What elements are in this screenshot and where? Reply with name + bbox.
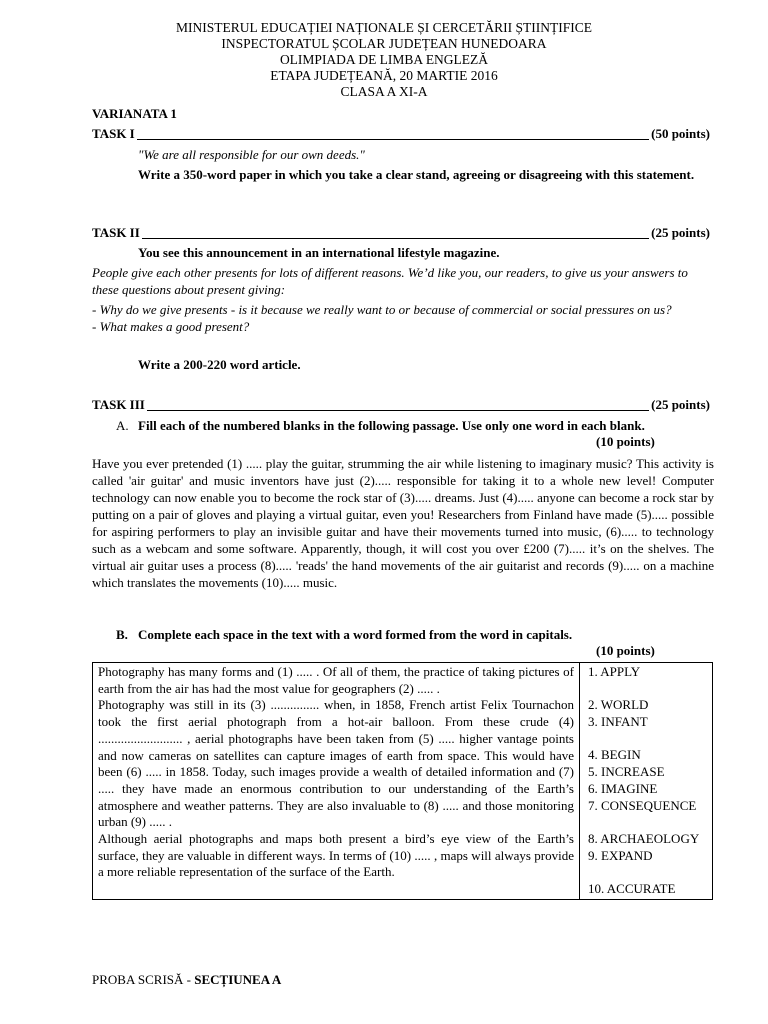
capital-word-spacer (588, 681, 707, 698)
capital-word-accurate: 10. ACCURATE (588, 880, 676, 896)
header-line-ministry: MINISTERUL EDUCAȚIEI NAȚIONALE ȘI CERCETĂRII ȘTIINȚIFICE (175, 20, 593, 35)
task1-quote: "We are all responsible for our own deeds." (138, 147, 365, 162)
capital-words-list (588, 664, 707, 898)
task3-heading (92, 397, 710, 413)
task3-partA-passage: Have you ever pretended (1) ..... play the guitar, strumming the air while listening to imaginary music? This activity is called 'air guitar' and music inventors have just (2)..... responsible for taking it to a whole new level! Computer technology can now enable you to become the rock star of (3)..... dreams. Just (4)..... anyone can become a rock star by putting on a pair of gloves and playing a virtual guitar, even you! Researchers from Finland have made (5)..... possible for aspiring performers to play an invisible guitar and have their movements turned into music, (6)..... to technology such as a webcam and some software. Apparently, though, it will cost you over £200 (7)..... it’s on the shelves. The virtual air guitar uses a process (8)..... 'reads' the hand movements of the air guitarist and records (9)..... on a machine which translates the movements (10)..... music. (92, 456, 714, 590)
header-line-grade: CLASA A XI-A (340, 84, 428, 99)
capital-word-archaeology: 8. ARCHAEOLOGY (588, 830, 700, 846)
task3-partB-points: (10 points) (596, 643, 655, 658)
capital-word-increase: 5. INCREASE (588, 764, 665, 780)
footer-section: SECȚIUNEA A (194, 972, 282, 987)
task2-label: TASK II (92, 225, 140, 240)
text-paragraph-1: Photography has many forms and (1) ..... . Of all of them, the practice of taking pictures of earth from the air has had the most value for geographers (2) ..... . (98, 664, 574, 696)
task3-partA-letter: A. (116, 418, 129, 433)
word-formation-words (580, 663, 713, 900)
word-formation-text (93, 663, 580, 900)
task2-question-list (92, 301, 714, 335)
header-line-stage-date: ETAPA JUDEȚEANĂ, 20 MARTIE 2016 (270, 68, 498, 83)
task3-points: (25 points) (651, 397, 710, 412)
task2-instruction: Write a 200-220 word article. (138, 357, 301, 372)
page-footer (92, 972, 281, 988)
capital-word-imagine: 6. IMAGINE (588, 780, 658, 796)
task2-question-why: - Why do we give presents - is it because we really want to or because of commercial or social pressures on us? (92, 302, 672, 317)
task3-partA-instruction: Fill each of the numbered blanks in the following passage. Use only one word in each blank. (138, 418, 645, 433)
task2-underline (142, 238, 649, 239)
capital-word-apply: 1. APPLY (588, 664, 641, 679)
header-line-inspectorate: INSPECTORATUL ȘCOLAR JUDEȚEAN HUNEDOARA (221, 36, 547, 51)
task2-points: (25 points) (651, 225, 710, 240)
table-row (93, 663, 713, 900)
capital-word-spacer (588, 731, 707, 748)
capital-word-expand: 9. EXPAND (588, 847, 653, 863)
task1-label: TASK I (92, 126, 135, 141)
task3-partA-points: (10 points) (596, 434, 655, 449)
capital-word-consequence: 7. CONSEQUENCE (588, 797, 697, 813)
capital-word-begin: 4. BEGIN (588, 747, 641, 763)
document-header (0, 20, 768, 100)
variant-title: VARIANATA 1 (92, 106, 177, 121)
word-formation-table (92, 662, 713, 900)
capital-word-world: 2. WORLD (588, 697, 649, 713)
header-line-olympiad: OLIMPIADA DE LIMBA ENGLEZĂ (279, 52, 489, 67)
task2-heading (92, 225, 710, 241)
task3-partB-letter: B. (116, 627, 128, 642)
task1-instruction: Write a 350-word paper in which you take a clear stand, agreeing or disagreeing with this statement. (138, 167, 695, 182)
capital-word-spacer (588, 864, 707, 881)
capital-word-infant: 3. INFANT (588, 714, 648, 730)
task1-heading (92, 126, 710, 142)
task3-partB-instruction: Complete each space in the text with a word formed from the word in capitals. (138, 627, 573, 642)
task3-label: TASK III (92, 397, 145, 412)
task3-underline (147, 410, 649, 411)
capital-word-spacer (588, 814, 707, 831)
text-paragraph-2: Photography was still in its (3) ............... when, in 1858, French artist Felix Tournachon took the first aerial photograph from a hot-air balloon. From these crude (4) .......................... , aerial photographs have been taken from (5) ..... higher vantage points and now cameras on satellites can capture images of earth from space. This would have been (6) ..... in 1858. Today, such images provide a wealth of detailed information and (7) ..... they have made an enormous contribution to our understanding of the Earth’s atmosphere and weather patterns. They are also invaluable to (8) ..... and those monitoring urban (9) ..... . (98, 697, 574, 830)
task2-announcement: People give each other presents for lots of different reasons. We’d like you, our readers, to give us your answers to these questions about present giving: (92, 265, 688, 297)
task2-question-what: - What makes a good present? (92, 319, 250, 334)
task1-underline (137, 139, 649, 140)
footer-prefix: PROBA SCRISĂ - (92, 972, 195, 987)
task1-points: (50 points) (651, 126, 710, 141)
task2-intro: You see this announcement in an international lifestyle magazine. (138, 245, 500, 260)
text-paragraph-3: Although aerial photographs and maps both present a bird’s eye view of the Earth’s surface, they are valuable in different ways. In terms of (10) ..... , maps will always provide a more reliable representation of the surface of the Earth. (98, 831, 574, 880)
